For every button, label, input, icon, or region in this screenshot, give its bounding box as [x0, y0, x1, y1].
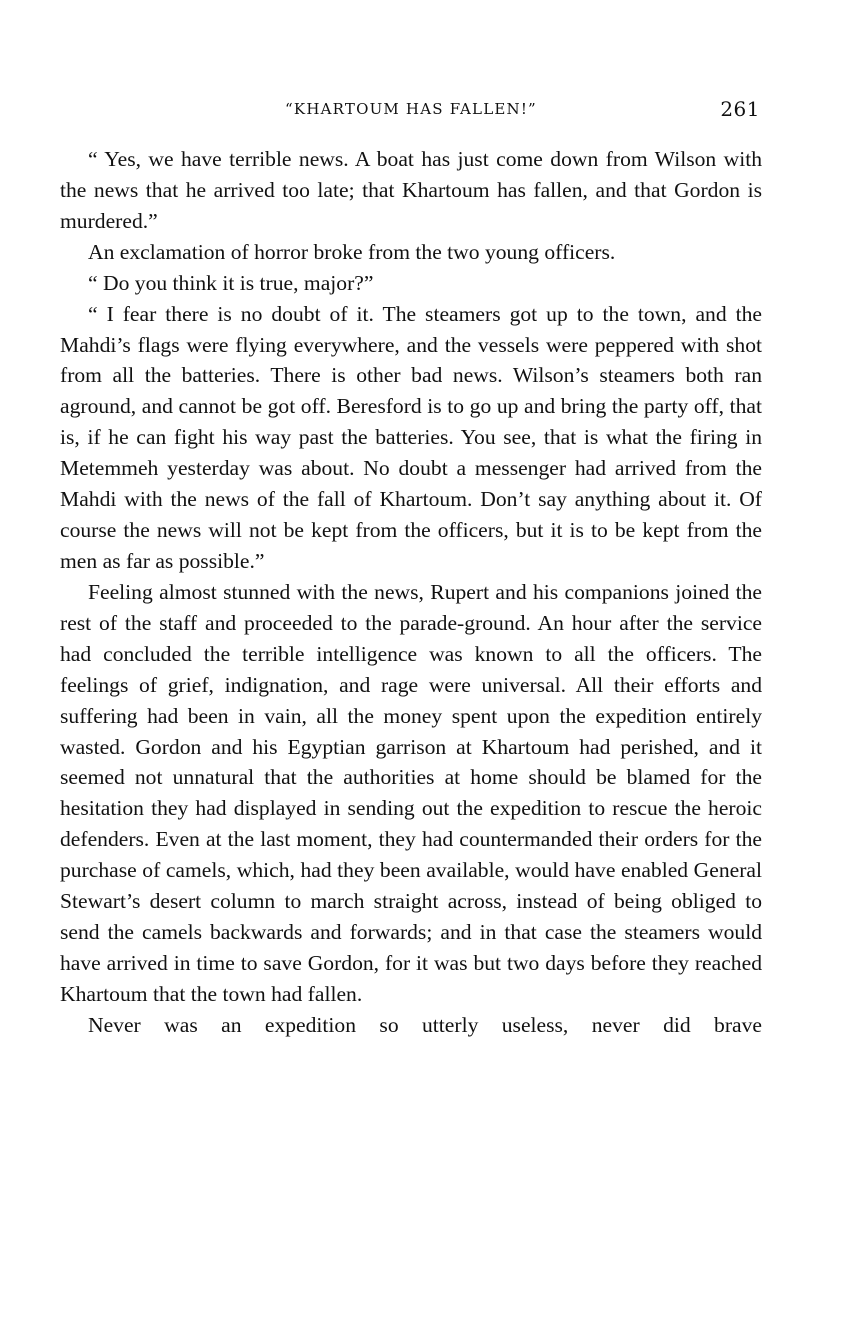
paragraph-question: “ Do you think it is true, major?”: [88, 270, 374, 295]
running-head: [60, 96, 762, 124]
running-title: “KHARTOUM HAS FALLEN!”: [285, 100, 537, 118]
body-text: [60, 144, 762, 1041]
paragraph-staff-grief: Feeling almost stunned with the news, Rupert and his companions joined the rest of the staff and proceeded to the parade-ground. An hour after the service had concluded the terrible intelligence was known to all the officers. The feelings of grief, indignation, and rage were universal. All their efforts and suffering had been in vain, all the money spent upon the expedition entirely wasted. Gordon and his Egyptian garrison at Khartoum had perished, and it seemed not unnatural that the authorities at home should be blamed for the hesitation they had displayed in sending out the expedition to rescue the heroic defenders. Even at the last moment, they had countermanded their orders for the purchase of camels, which, had they been available, would have enabled General Stewart’s desert column to march straight across, instead of being obliged to send the camels backwards and forwards; and in that case the steamers would have arrived in time to save Gordon, for it was but two days before they reached Khartoum that the town had fallen.: [60, 579, 762, 1006]
paragraph-closing-fragment: Never was an expedition so utterly useless, never did brave: [88, 1012, 762, 1037]
page-number: 261: [720, 97, 760, 121]
paragraph-news-report: “ Yes, we have terrible news. A boat has just come down from Wilson with the news that he arrived too late; that Khartoum has fallen, and that Gordon is murdered.”: [60, 147, 762, 233]
paragraph-exclamation: An exclamation of horror broke from the two young officers.: [88, 239, 616, 264]
paragraph-major-reply: “ I fear there is no doubt of it. The steamers got up to the town, and the Mahdi’s flags were flying everywhere, and the vessels were peppered with shot from all the batteries. There is other bad news. Wilson’s steamers both ran aground, and cannot be got off. Beresford is to go up and bring the party off, that is, if he can fight his way past the batteries. You see, that is what the firing in Metemmeh yesterday was about. No doubt a messenger had arrived from the Mahdi with the news of the fall of Khartoum. Don’t say anything about it. Of course the news will not be kept from the officers, but it is to be kept from the men as far as possible.”: [60, 301, 762, 573]
